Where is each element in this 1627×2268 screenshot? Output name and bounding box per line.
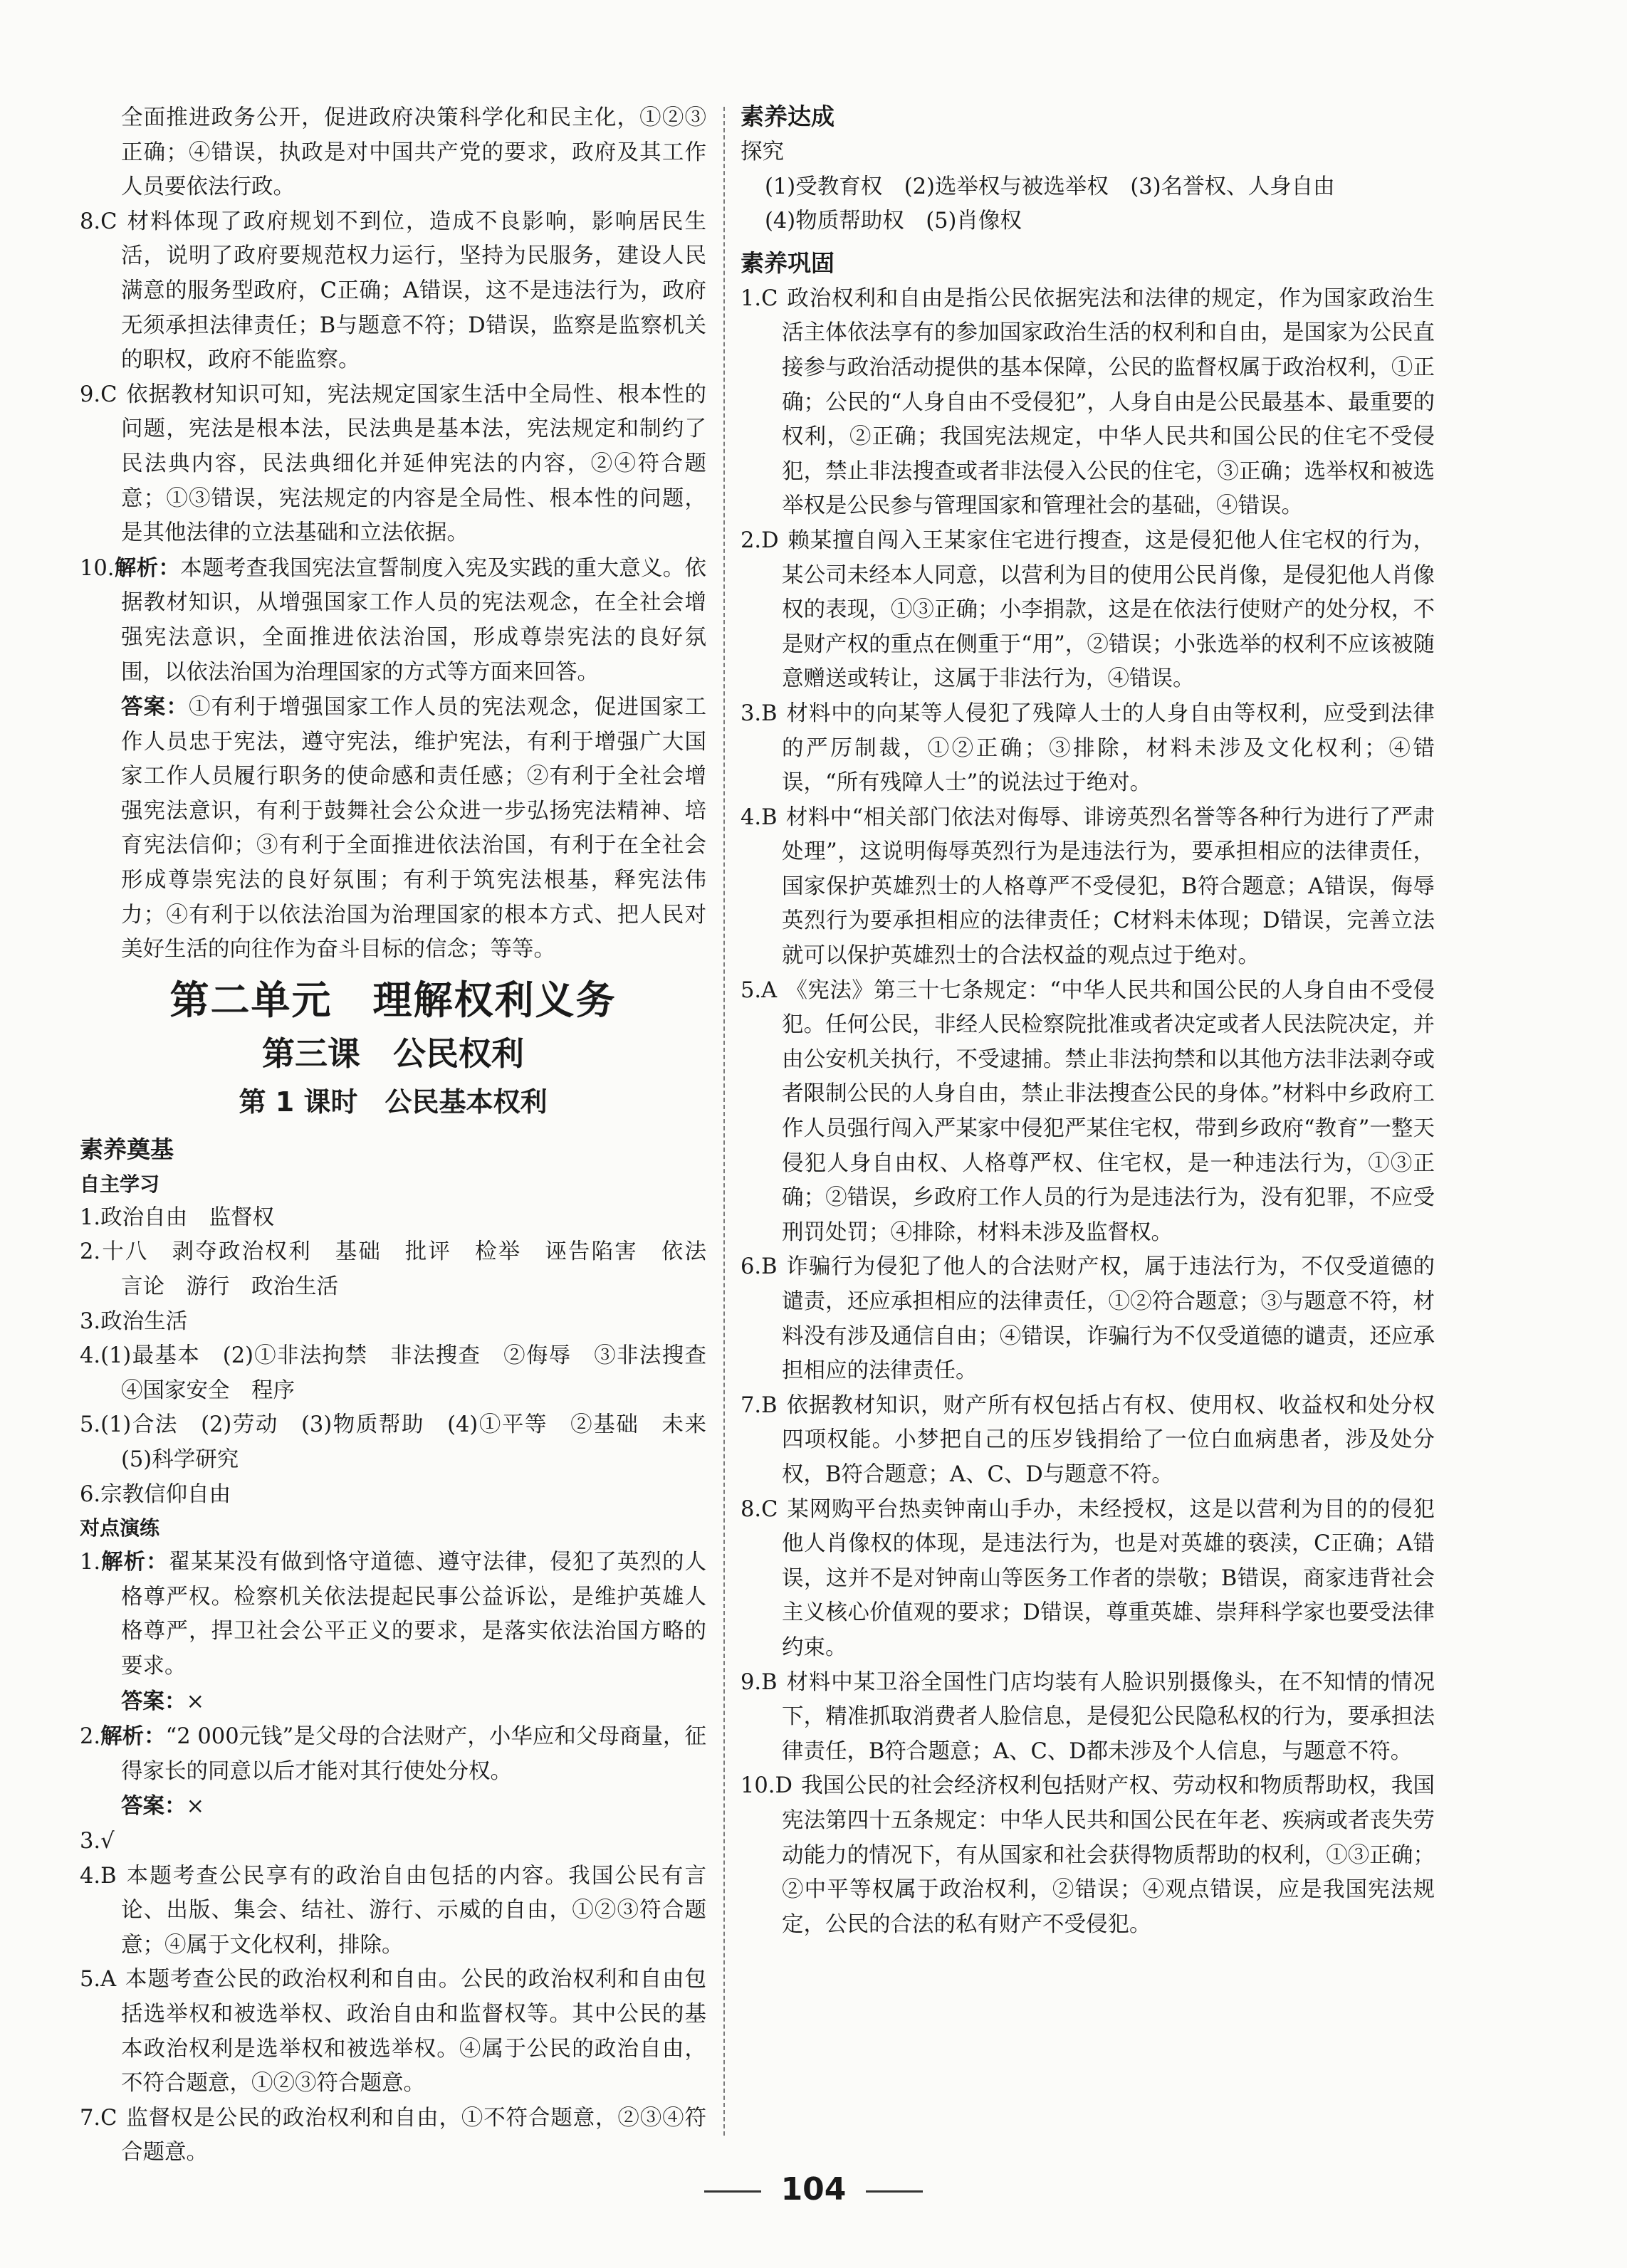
unit-title: 第二单元 理解权利义务 (169, 977, 617, 1023)
item-number: 2.D (741, 527, 779, 553)
explore-answers: (1)受教育权 (2)选举权与被选举权 (3)名誉权、人身自由 (765, 174, 1335, 199)
item-number: 4.B (741, 804, 778, 830)
item-text: 监督权是公民的政治权利和自由，①不符合题意，②③④符合题意。 (121, 2105, 706, 2165)
item-number: 8.C (741, 1496, 778, 1522)
self-study-item: 3.政治生活 (80, 1308, 188, 1334)
analysis-label: 解析： (100, 1549, 169, 1575)
answer-content: ①有利于增强国家工作人员的宪法观念，促进国家工作人员忠于宪法，遵守宪法，维护宪法，有利于增强广大国家工作人员履行职务的使命感和责任感；②有利于全社会增强宪法意识，有利于鼓舞社会公众进一步弘扬宪法精神、培育宪法信仰；③有利于全面推进依法治国，有利于在全社会形成尊崇宪法的良好氛围；有利于筑宪法根基，释宪法伟力；④有利于以依法治国为治理国家的根本方式、把人民对美好生活的向往作为奋斗目标的信念；等等。 (121, 695, 707, 962)
self-study-item: 1.政治自由 监督权 (80, 1204, 275, 1230)
consolidate-item (741, 524, 1435, 697)
item-text: 我国公民的社会经济权利包括财产权、劳动权和物质帮助权，我国宪法第四十五条规定：中华人民共和国公民在年老、疾病或者丧失劳动能力的情况下，有从国家和社会获得物质帮助的权利，①③正确；②中平等权属于政治权利，②错误；④观点错误，应是我国宪法规定，公民的合法的私有财产不受侵犯。 (782, 1773, 1435, 1937)
answer-content: × (186, 1689, 205, 1714)
consolidate-item (741, 1666, 1435, 1770)
practice-item (80, 1825, 706, 1859)
item-text: 材料中某卫浴全国性门店均装有人脸识别摄像头，在不知情的情况下，精准抓取消费者人脸信息，是侵犯公民隐私权的行为，要承担法律责任，B符合题意；A、C、D都未涉及个人信息，与题意不符。 (782, 1669, 1435, 1764)
section-heading-consolidate: 素养巩固 (741, 248, 835, 277)
item-text: 政治权利和自由是指公民依据宪法和法律的规定，作为国家政治生活主体依法享有的参加国家政治生活的权利和自由，是国家为公民直接参与政治活动提供的基本保障，公民的监督权属于政治权利，①正确；公民的“人身自由不受侵犯”，人身自由是公民最基本、最重要的权利，②正确；我国宪法规定，中华人民共和国公民的住宅不受侵犯，禁止非法搜查或者非法侵入公民的住宅，③正确；选举权和被选举权是公民参与管理国家和管理社会的基础，④错误。 (782, 285, 1435, 519)
item-text: 依据教材知识可知，宪法规定国家生活中全局性、根本性的问题，宪法是根本法，民法典是基本法，宪法规定和制约了民法典内容，民法典细化并延伸宪法的内容，②④符合题意；①③错误，宪法规定的内容是全局性、根本性的问题，是其他法律的立法基础和立法依据。 (121, 382, 706, 546)
item-number: 9.B (741, 1669, 778, 1695)
item-text: 本题考查公民的政治权利和自由。公民的政治权利和自由包括选举权和被选举权、政治自由和监督权等。其中公民的基本政治权利是选举权和被选举权。④属于公民的政治自由，不符合题意，①②③符合题意。 (121, 1967, 706, 2096)
right-column (741, 101, 1435, 1942)
answer-content: × (186, 1794, 205, 1820)
footer-rule-right (866, 2190, 923, 2193)
answer-item (80, 205, 706, 378)
practice-item (80, 1859, 706, 1963)
item-text: 材料中“相关部门依法对侮辱、诽谤英烈名誉等各种行为进行了严肃处理”，这说明侮辱英烈行为是违法行为，要承担相应的法律责任，国家保护英雄烈士的人格尊严不受侵犯，B符合题意；A错误，侮辱英烈行为要承担相应的法律责任；C材料未体现；D错误，完善立法就可以保护英雄烈士的合法权益的观点过于绝对。 (782, 804, 1435, 969)
column-divider (723, 107, 725, 2136)
answer-text (80, 690, 706, 967)
answer-item (80, 551, 706, 690)
item-number: 7.B (741, 1392, 778, 1418)
item-number: 1. (80, 1550, 101, 1575)
item-text: 诈骗行为侵犯了他人的合法财产权，属于违法行为，不仅受道德的谴责，还应承担相应的法律责任，①②符合题意；③与题意不符，材料没有涉及通信自由；④错误，诈骗行为不仅受道德的谴责，还应承担相应的法律责任。 (782, 1254, 1435, 1384)
item-text: √ (100, 1828, 115, 1854)
item-number: 5.A (80, 1967, 117, 1993)
carryover-paragraph: 全面推进政务公开，促进政府决策科学化和民主化，①②③正确；④错误，执政是对中国共产党的要求，政府及其工作人员要依法行政。 (121, 105, 706, 200)
item-number: 5.A (741, 977, 778, 1003)
item-number: 10.D (741, 1773, 792, 1799)
subheading-practice: 对点演练 (80, 1516, 160, 1540)
page-number-footer (0, 2171, 1627, 2207)
lesson-title: 第三课 公民权利 (262, 1034, 524, 1073)
answer-text (80, 1789, 706, 1825)
explore-label: 探究 (741, 140, 784, 164)
item-number: 9.C (80, 382, 117, 407)
self-study-item: 6.宗教信仰自由 (80, 1481, 231, 1507)
item-text: 某网购平台热卖钟南山手办，未经授权，这是以营利为目的的侵犯他人肖像权的体现，是违法行为，也是对英雄的亵渎，C正确；A错误，这并不是对钟南山等医务工作者的崇敬；B错误，商家违背社会主义核心价值观的要求；D错误，尊重英雄、崇拜科学家也要受法律约束。 (782, 1496, 1435, 1660)
period-title: 第 1 课时 公民基本权利 (239, 1086, 548, 1118)
item-number: 2. (80, 1724, 101, 1750)
consolidate-item (741, 1389, 1435, 1493)
item-number: 7.C (80, 2105, 117, 2131)
item-text: 本题考查我国宪法宣誓制度入宪及实践的重大意义。依据教材知识，从增强国家工作人员的宪法观念，在全社会增强宪法意识，全面推进依法治国，形成尊崇宪法的良好氛围，以依法治国为治理国家的方式等方面来回答。 (121, 555, 707, 685)
item-text: 材料体现了政府规划不到位，造成不良影响，影响居民生活，说明了政府要规范权力运行，坚持为民服务，建设人民满意的服务型政府，C正确；A错误，这不是违法行为，政府无须承担法律责任；B与题意不符；D错误，监察是监察机关的职权，政府不能监察。 (121, 209, 706, 373)
left-column (80, 101, 728, 2170)
item-number: 8.C (80, 209, 117, 234)
item-number: 3. (80, 1828, 101, 1854)
item-text: 赖某擅自闯入王某家住宅进行搜查，这是侵犯他人住宅权的行为，某公司未经本人同意，以营利为目的使用公民肖像，是侵犯他人肖像权的表现，①③正确；小李捐款，这是在依法行使财产的处分权，不是财产权的重点在侧重于“用”，②错误；小张选举的权利不应该被随意赠送或转让，这属于非法行为，④错误。 (782, 527, 1435, 692)
section-heading-achieve: 素养达成 (741, 103, 835, 130)
answer-label: 答案： (121, 1688, 187, 1714)
item-text: 依据教材知识，财产所有权包括占有权、使用权、收益权和处分权四项权能。小梦把自己的压岁钱捐给了一位白血病患者，涉及处分权，B符合题意；A、C、D与题意不符。 (782, 1392, 1435, 1487)
consolidate-item (741, 1493, 1435, 1666)
self-study-item: 4.(1)最基本 (2)①非法拘禁 非法搜查 ②侮辱 ③非法搜查 ④国家安全 程序 (80, 1343, 728, 1403)
item-text: 本题考查公民享有的政治自由包括的内容。我国公民有言论、出版、集会、结社、游行、示威的自由，①②③符合题意；④属于文化权利，排除。 (121, 1863, 706, 1958)
analysis-label: 解析： (100, 1723, 166, 1750)
consolidate-item (741, 697, 1435, 801)
answer-label: 答案： (121, 694, 189, 720)
page-number: 104 (780, 2171, 847, 2207)
practice-item (80, 1963, 706, 2101)
practice-item (80, 2101, 706, 2170)
self-study-item: 2.十八 剥夺政治权利 基础 批评 检举 诬告陷害 依法 言论 游行 政治生活 (80, 1239, 728, 1300)
consolidate-item (741, 974, 1435, 1251)
item-number: 1.C (741, 285, 778, 311)
footer-rule-left (704, 2190, 761, 2193)
item-text: 材料中的向某等人侵犯了残障人士的人身自由等权利，应受到法律的严厉制裁，①②正确；③排除，材料未涉及文化权利；④错误，“所有残障人士”的说法过于绝对。 (782, 700, 1435, 796)
item-text: “2 000元钱”是父母的合法财产，小华应和父母商量，征得家长的同意以后才能对其行使处分权。 (121, 1724, 707, 1784)
section-heading-foundation: 素养奠基 (80, 1135, 174, 1163)
subheading-self-study: 自主学习 (80, 1172, 160, 1196)
explore-answers: (4)物质帮助权 (5)肖像权 (765, 209, 1022, 234)
consolidate-item (741, 282, 1435, 524)
item-text: 《宪法》第三十七条规定：“中华人民共和国公民的人身自由不受侵犯。任何公民，非经人民检察院批准或者决定或者人民法院决定，并由公安机关执行，不受逮捕。禁止非法拘禁和以其他方法非法剥夺或者限制公民的人身自由，禁止非法搜查公民的身体。”材料中乡政府工作人员强行闯入严某家中侵犯严某住宅权，带到乡政府“教育”一整天侵犯人身自由权、人格尊严权、住宅权，是一种违法行为，①③正确；②错误，乡政府工作人员的行为是违法行为，没有犯罪，不应受刑罚处罚；④排除，材料未涉及监督权。 (782, 977, 1435, 1245)
item-number: 4.B (80, 1863, 117, 1889)
consolidate-item (741, 1769, 1435, 1942)
item-text: 翟某某没有做到恪守道德、遵守法律，侵犯了英烈的人格尊严权。检察机关依法提起民事公益诉讼，是维护英雄人格尊严，捍卫社会公平正义的要求，是落实依法治国方略的要求。 (121, 1550, 707, 1679)
consolidate-item (741, 801, 1435, 974)
consolidate-item (741, 1250, 1435, 1388)
answer-label: 答案： (121, 1793, 187, 1820)
answer-text (80, 1684, 706, 1720)
self-study-item: 5.(1)合法 (2)劳动 (3)物质帮助 (4)①平等 ②基础 未来 (5)科学研究 (80, 1412, 728, 1472)
practice-item (80, 1545, 706, 1684)
item-number: 6.B (741, 1254, 778, 1280)
item-number: 3.B (741, 700, 778, 726)
analysis-label: 解析： (114, 555, 181, 581)
item-number: 10. (80, 555, 115, 581)
answer-item (80, 378, 706, 551)
practice-item (80, 1719, 706, 1789)
